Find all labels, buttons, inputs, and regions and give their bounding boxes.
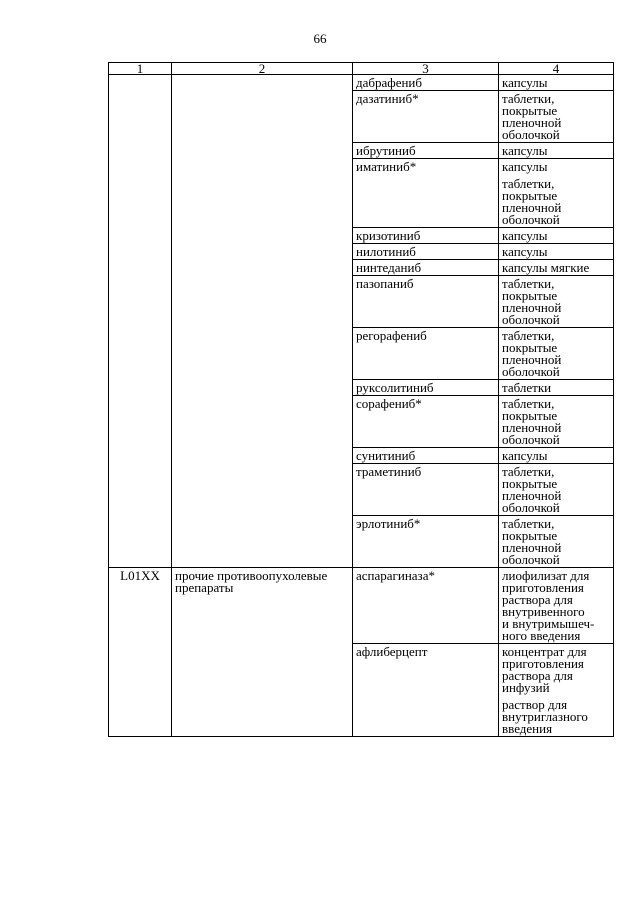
dosage-form: капсулы [502, 244, 548, 259]
drug-name: иматиниб* [353, 159, 499, 228]
dosage-form: раствор для внутриглазного введения [502, 697, 588, 736]
drug-name: сорафениб* [353, 396, 499, 448]
drug-name: нилотиниб [353, 244, 499, 260]
table-header-row [109, 63, 614, 75]
group-name: прочие противоопухолевые препараты [172, 568, 353, 737]
page-number: 66 [313, 31, 327, 46]
dosage-form: капсулы [502, 159, 548, 174]
drug-name: траметиниб [353, 464, 499, 516]
dosage-form: лиофилизат для приготовления раствора для внутривенного и внутримышеч- ного введения [502, 568, 595, 643]
dosage-form-cell [499, 276, 614, 328]
dosage-form: таблетки [502, 380, 552, 395]
drug-name: сунитиниб [353, 448, 499, 464]
dosage-form-cell [499, 91, 614, 143]
dosage-form: таблетки, покрытые пленочной оболочкой [502, 516, 562, 567]
dosage-form-cell [499, 143, 614, 159]
dosage-form-cell [499, 159, 614, 228]
dosage-form-cell [499, 260, 614, 276]
dosage-form: капсулы мягкие [502, 260, 590, 275]
drug-table [108, 62, 614, 737]
dosage-form-cell [499, 228, 614, 244]
drug-name: ибрутиниб [353, 143, 499, 159]
dosage-form: таблетки, покрытые пленочной оболочкой [502, 91, 562, 142]
dosage-form-cell [499, 244, 614, 260]
empty-code-cell [109, 75, 172, 568]
dosage-form: таблетки, покрытые пленочной оболочкой [502, 328, 562, 379]
drug-name: аспарагиназа* [353, 568, 499, 644]
dosage-form-cell [499, 380, 614, 396]
drug-name: пазопаниб [353, 276, 499, 328]
dosage-form-cell [499, 568, 614, 644]
dosage-form: капсулы [502, 143, 548, 158]
dosage-form-cell [499, 75, 614, 91]
empty-group-cell [172, 75, 353, 568]
drug-name: руксолитиниб [353, 380, 499, 396]
drug-name: эрлотиниб* [353, 516, 499, 568]
dosage-form: капсулы [502, 448, 548, 463]
drug-name: кризотиниб [353, 228, 499, 244]
dosage-form: таблетки, покрытые пленочной оболочкой [502, 464, 562, 515]
drug-name: дабрафениб [353, 75, 499, 91]
dosage-form: капсулы [502, 75, 548, 90]
drug-name: регорафениб [353, 328, 499, 380]
drug-name: нинтеданиб [353, 260, 499, 276]
column-header: 3 [353, 63, 499, 75]
dosage-form: концентрат для приготовления раствора для инфузий [502, 644, 587, 695]
dosage-form-cell [499, 448, 614, 464]
column-header: 2 [172, 63, 353, 75]
dosage-form: капсулы [502, 228, 548, 243]
dosage-form-cell [499, 464, 614, 516]
dosage-form-cell [499, 328, 614, 380]
dosage-form: таблетки, покрытые пленочной оболочкой [502, 396, 562, 447]
dosage-form-cell [499, 644, 614, 737]
drug-name: афлиберцепт [353, 644, 499, 737]
column-header: 1 [109, 63, 172, 75]
dosage-form-cell [499, 516, 614, 568]
column-header: 4 [499, 63, 614, 75]
dosage-form: таблетки, покрытые пленочной оболочкой [502, 276, 562, 327]
atc-code: L01XX [109, 568, 172, 737]
dosage-form-cell [499, 396, 614, 448]
drug-name: дазатиниб* [353, 91, 499, 143]
dosage-form: таблетки, покрытые пленочной оболочкой [502, 176, 562, 227]
table-row [109, 75, 614, 91]
table-row [109, 568, 614, 644]
table-body [109, 75, 614, 737]
